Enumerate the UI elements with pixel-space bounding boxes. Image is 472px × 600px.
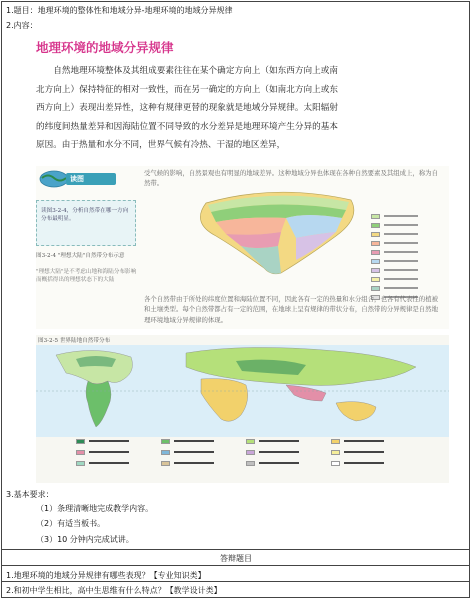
legend-swatch	[76, 439, 85, 444]
legend-label-blur	[384, 260, 418, 262]
world-map	[36, 345, 449, 437]
figure-1-caption: 图3-2-4 "理想大陆"自然带分布示意	[36, 253, 125, 259]
legend-label-blur	[344, 451, 384, 453]
legend-entry	[161, 437, 246, 445]
legend-label-blur	[384, 233, 418, 235]
requirement-item: （3）10 分钟内完成试讲。	[36, 535, 134, 544]
legend-entry	[371, 284, 431, 292]
legend-label-blur	[259, 440, 299, 442]
ideal-continent-map	[186, 188, 366, 278]
legend-swatch	[371, 241, 380, 246]
legend-swatch	[246, 439, 255, 444]
legend-swatch	[371, 277, 380, 282]
read-figure-badge	[36, 169, 126, 185]
legend-entry	[161, 448, 246, 456]
legend-label-blur	[384, 269, 418, 271]
row-divider	[1, 581, 470, 582]
legend-label-blur	[384, 242, 418, 244]
legend-swatch	[76, 450, 85, 455]
legend-swatch	[331, 439, 340, 444]
legend-swatch	[331, 461, 340, 466]
legend-entry	[371, 212, 431, 220]
legend-label-blur	[174, 462, 214, 464]
legend-label-blur	[384, 278, 418, 280]
legend-entry	[161, 459, 246, 467]
legend-entry	[371, 230, 431, 238]
legend-swatch	[371, 286, 380, 291]
legend-swatch	[371, 214, 380, 219]
legend-swatch	[331, 450, 340, 455]
legend-label-blur	[174, 451, 214, 453]
legend-swatch	[371, 259, 380, 264]
legend-entry	[371, 248, 431, 256]
legend-label-blur	[384, 251, 418, 253]
legend-entry	[331, 437, 416, 445]
legend-swatch	[246, 450, 255, 455]
legend-entry	[76, 437, 161, 445]
legend-swatch	[161, 450, 170, 455]
defense-question: 2.和初中学生相比，高中生思维有什么特点？【教学设计类】	[6, 586, 222, 595]
legend-swatch	[246, 461, 255, 466]
figure-1-note: "理想大陆"是不考虑山地和海陆分布影响而概括得出的理想状态下的大陆	[36, 269, 137, 283]
legend-swatch	[371, 268, 380, 273]
legend-label-blur	[89, 440, 129, 442]
read-figure-question: 读图3-2-4，分析自然带在哪一方向分布最明显。	[41, 208, 129, 222]
figure-1-intro-text: 受气候的影响，自然景观也有明显的地域差异。这种地域分异也体现在各种自然要素及其组成上，称为自然带。	[144, 169, 438, 188]
legend-label-blur	[259, 462, 299, 464]
legend-entry	[76, 448, 161, 456]
topic-line: 1.题目：地理环境的整体性和地域分异-地理环境的地域分异规律	[6, 6, 233, 15]
legend-label-blur	[384, 215, 418, 217]
requirements-heading: 3.基本要求：	[6, 490, 54, 499]
read-figure-label: 读图	[70, 175, 84, 183]
legend-entry	[371, 239, 431, 247]
figure-1-legend	[371, 212, 431, 302]
requirement-item: （1）条理清晰地完成教学内容。	[36, 504, 154, 513]
legend-swatch	[76, 461, 85, 466]
legend-label-blur	[344, 462, 384, 464]
legend-entry	[246, 459, 331, 467]
legend-entry	[246, 448, 331, 456]
world-natural-zones-figure	[36, 335, 449, 483]
requirement-item: （2）有适当板书。	[36, 519, 106, 528]
legend-entry	[331, 459, 416, 467]
legend-entry	[371, 257, 431, 265]
lesson-title: 地理环境的地域分异规律	[36, 40, 174, 55]
legend-entry	[246, 437, 331, 445]
legend-entry	[371, 275, 431, 283]
legend-swatch	[371, 232, 380, 237]
legend-entry	[371, 266, 431, 274]
legend-label-blur	[384, 287, 418, 289]
answer-section-title: 答辩题目	[220, 554, 252, 563]
legend-swatch	[371, 223, 380, 228]
ideal-continent-figure	[36, 166, 449, 329]
legend-label-blur	[384, 224, 418, 226]
legend-entry	[371, 221, 431, 229]
legend-label-blur	[89, 462, 129, 464]
figure-2-legend	[76, 437, 416, 467]
section-divider	[1, 565, 470, 566]
legend-label-blur	[89, 451, 129, 453]
lesson-paragraph	[36, 62, 338, 155]
defense-question: 1.地理环境的地域分异规律有哪些表现？【专业知识类】	[6, 571, 206, 580]
paragraph-text: 自然地理环境整体及其组成要素往往在某个确定方向上（如东西方向上或南北方向上）保持特征的相对一致性，而在另一确定的方向上（如南北方向上或东西方向上）表现出差异性，这种有规律更替的现象就是地域分异规律。太阳辐射的纬度间热量差异和因海陆位置不同导致的水分差异是地理环境产生分异的基本原因。由于热量和水分不同，世界气候有冷热、干湿的地区差异，	[36, 66, 338, 151]
content-label: 2.内容：	[6, 21, 38, 30]
figure-2-intro-text: 各个自然带由于所处的纬度位置和海陆位置不同，因此各有一定的热量和水分组合，也各有代表性的植被和土壤类型。每个自然带都占有一定的范围，在地球上呈有规律的带状分布，自然带的分异规律是自然地理环境地域分异规律的体现。	[144, 295, 438, 324]
legend-label-blur	[174, 440, 214, 442]
figure-2-caption: 图3-2-5 世界陆地自然带分布	[38, 338, 111, 344]
read-figure-question-box	[36, 200, 136, 246]
legend-swatch	[161, 461, 170, 466]
legend-swatch	[161, 439, 170, 444]
legend-entry	[76, 459, 161, 467]
legend-label-blur	[259, 451, 299, 453]
legend-label-blur	[344, 440, 384, 442]
section-divider	[1, 549, 470, 550]
legend-swatch	[371, 250, 380, 255]
legend-entry	[331, 448, 416, 456]
